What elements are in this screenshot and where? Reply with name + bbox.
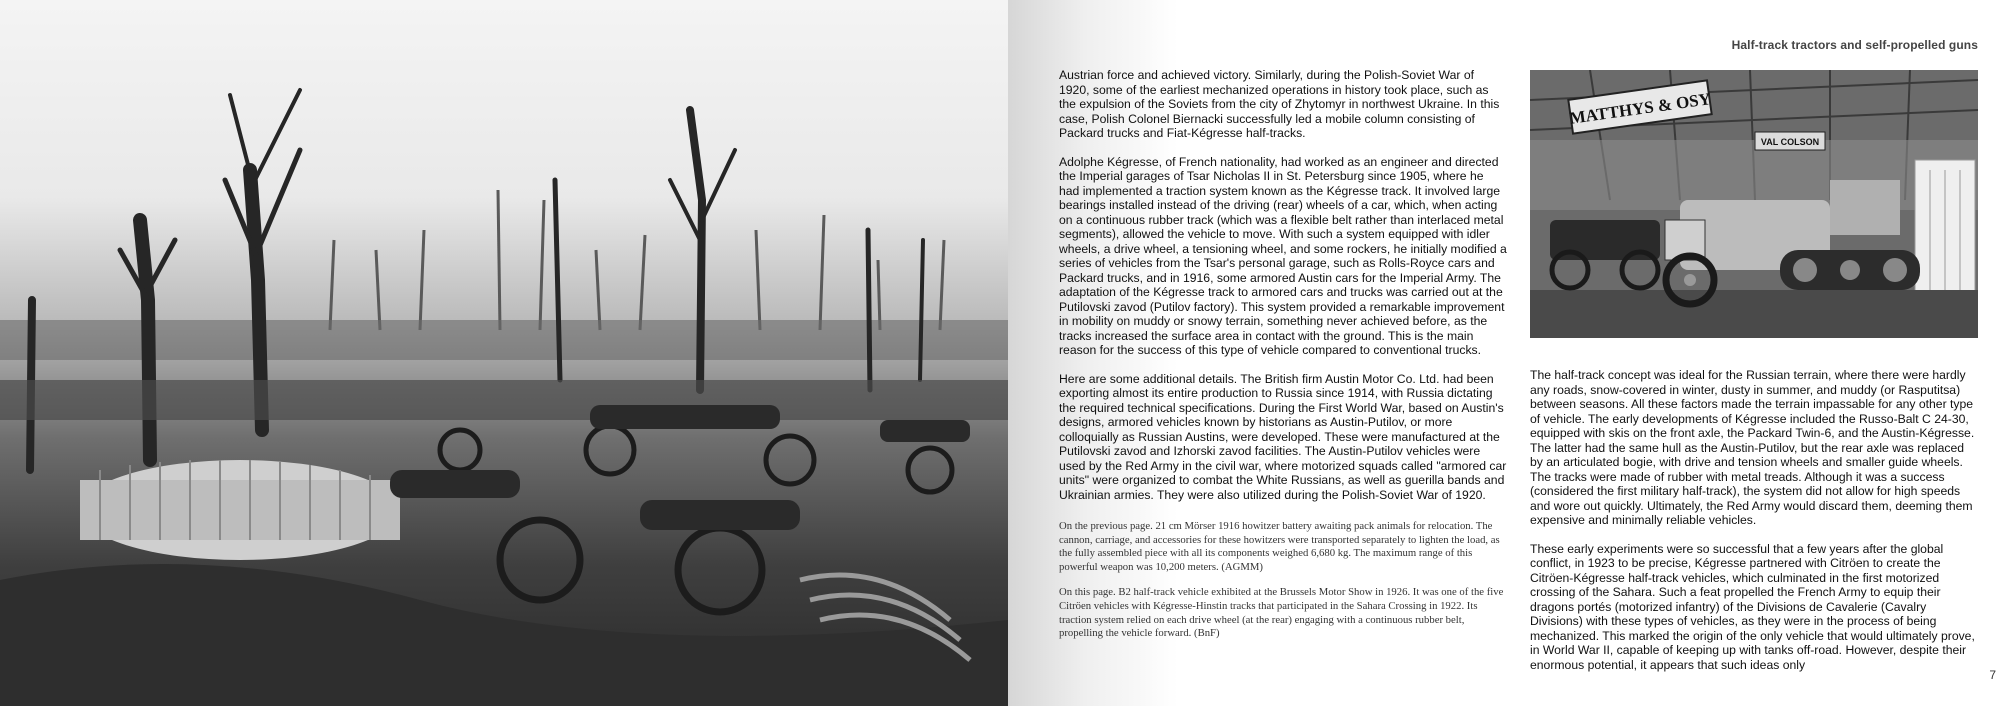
- photo-captions: [1059, 520, 1507, 653]
- caption-previous-page: On the previous page. 21 cm Mörser 1916 howitzer battery awaiting pack animals for relocation. The cannon, carriage, and accessories for these howitzers were transported separately to lighten the load, as the fully assembled piece with all its components weighed 6,680 kg. The maximum range of this powerful weapon was 10,200 meters. (AGMM): [1059, 520, 1500, 573]
- foreground-mud: [0, 564, 1008, 706]
- sign-left-text: MATTHYS & OSY: [1568, 89, 1712, 128]
- paragraph: The half-track concept was ideal for the Russian terrain, where there were hardly any roads, snow-covered in winter, dusty in summer, and muddy (or Rasputitsa) between seasons. All these factors made the terrain impassable for any other type of vehicle. The early developments of Kégresse included the Russo-Balt C 24-30, equipped with skis on the front axle, the Packard Twin-6, and the Austin-Kégresse. The latter had the same hull as the Austin-Putilov, but the rear axle was replaced by an articulated bogie, with drive and tension wheels and smaller guide wheels. The tracks were made of rubber with metal treads. Although it was a success (considered the first military half-track), the system did not allow for high speeds and wore out quickly. Ultimately, the Red Army would discard them, deeming them expensive and minimally reliable vehicles.: [1530, 368, 1975, 527]
- sign-center-text: VAL COLSON: [1760, 137, 1820, 147]
- sign-val-colson: [1755, 132, 1825, 150]
- gun-barrels: [390, 405, 970, 530]
- running-head: Half-track tractors and self-propelled guns: [1731, 38, 1978, 52]
- caption-this-page: On this page. B2 half-track vehicle exhibited at the Brussels Motor Show in 1926. It was one of the five Citröen vehicles with Kégresse-Hinstin tracks that participated in the Sahara Crossing in 1922. Its traction system relied on each drive wheel (at the rear) engaging with a continuous rubber belt, propelling the vehicle forward. (BnF): [1059, 586, 1504, 640]
- motor-show-illustration: [1530, 70, 1978, 338]
- text-column-left: [1059, 68, 1507, 516]
- paragraph: These early experiments were so successful that a few years after the global conflict, in 1923 to be precise, Kégresse partnered with Citröen to create the Citröen-Kégresse half-track vehicles, which culminated in the first motorized crossing of the Sahara. Such a feat propelled the French Army to equip their dragons portés (motorized infantry) of the Divisions de Cavalerie (Cavalry Divisions) with these types of vehicles, as they were in the process of being mechanized. This marked the origin of the only vehicle that would ultimately prove, in World War II, capable of keeping up with tanks off-road. However, despite their enormous potential, it appears that such ideas only: [1530, 541, 1975, 672]
- paragraph: Adolphe Kégresse, of French nationality, had worked as an engineer and directed the Imperial garages of Tsar Nicholas II in St. Petersburg since 1905, where he had implemented a traction system known as the Kégresse track. It involved large bearings installed instead of the driving (rear) wheels of a car, which, when acting on a continuous rubber track (which was a flexible belt rather than interlaced metal segments), allowed the vehicle to move. With such a system equipped with idler wheels, a drive wheel, a tensioning wheel, and some rockers, he initially modified a series of vehicles from the Tsar's personal garage, such as Rolls-Royce cars and Packard trucks, and in 1916, some armored Austin cars for the Imperial Army. The adaptation of the Kégresse track to armored cars and trucks was carried out at the Putilovski zavod (Putilov factory). This system provided a remarkable improvement in mobility on muddy or snowy terrain, something never achieved before, as the tracks increased the surface area in contact with the ground. This is the main reason for the success of this type of vehicle compared to conventional trucks.: [1059, 154, 1507, 357]
- distant-trees: [330, 190, 944, 330]
- motor-show-photo: [1530, 70, 1978, 338]
- corrugated-hut: [80, 460, 400, 560]
- paragraph: Austrian force and achieved victory. Similarly, during the Polish-Soviet War of 1920, some of the earliest mechanized operations in history took place, such as the expulsion of the Soviets from the city of Zhytomyr in northwest Ukraine. In this case, Polish Colonel Biernacki successfully led a mobile column consisting of Packard trucks and Fiat-Kégresse half-tracks.: [1059, 68, 1500, 140]
- text-column-right: [1530, 368, 1978, 686]
- paragraph: Here are some additional details. The British firm Austin Motor Co. Ltd. had been exporting almost its entire production to Russia since 1914, with Russia dictating the required technical specifications. During the First World War, based on Austin's designs, armored vehicles known by historians as Austin-Putilov, or more colloquially as Russian Austins, were developed. These were manufactured at the Putilovski zavod and Izhorski zavod facilities. The Austin-Putilov vehicles were used by the Red Army in the civil war, where motorized squads called "armored car units" were organized to combat the White Russians, as well as guerilla bands and Ukrainian armies. They were also utilized during the Polish-Soviet War of 1920.: [1059, 371, 1507, 502]
- page-number: 7: [1989, 668, 1996, 682]
